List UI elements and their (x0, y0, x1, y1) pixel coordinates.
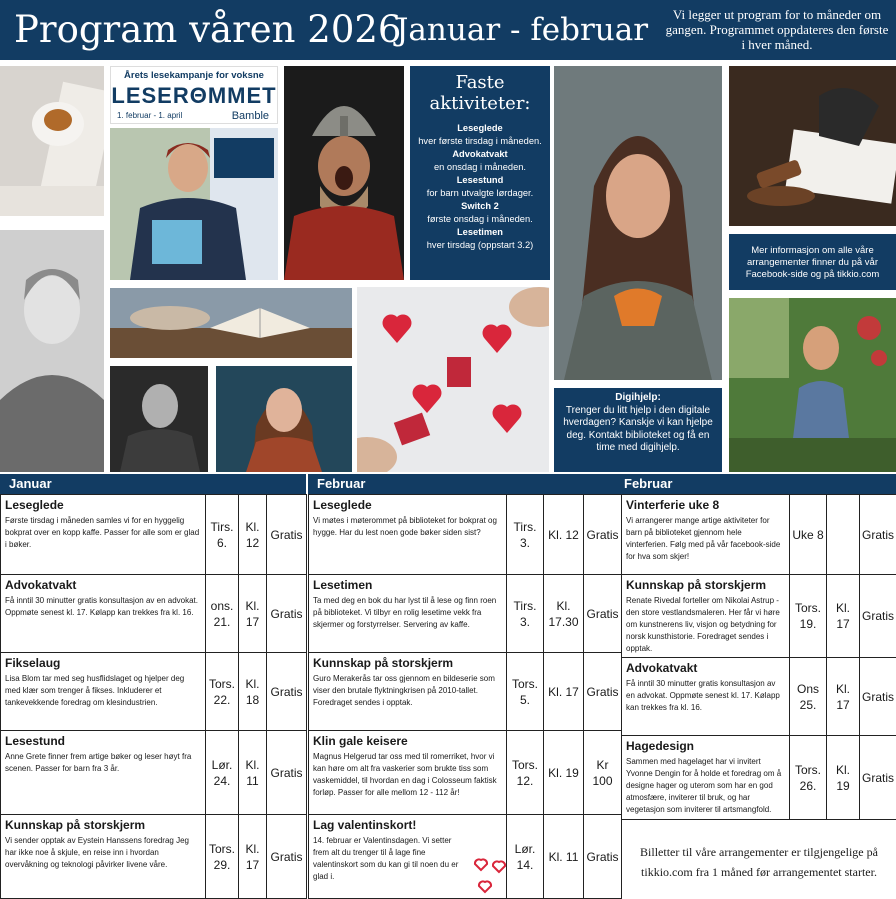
event-desc: Vi arrangerer mange artige aktiviteter for barn på biblioteket gjennom hele vinterferien. Følg med på vår facebook-side for hva som skjer! (626, 516, 781, 561)
event-price: Gratis (860, 575, 896, 658)
event-price: Gratis (860, 658, 896, 736)
event-price: Kr 100 (584, 731, 622, 815)
table-row (622, 495, 896, 575)
event-day: Tors. 12. (507, 731, 544, 815)
event-day: Tors. 29. (206, 815, 239, 899)
event-price: Gratis (584, 815, 622, 899)
woman-portrait-photo (0, 230, 104, 472)
table-row (622, 820, 896, 899)
event-price: Gratis (584, 495, 622, 575)
table-row (622, 736, 896, 820)
event-title: Vinterferie uke 8 (626, 498, 720, 512)
event-title: Hagedesign (626, 739, 695, 753)
table-row (309, 731, 622, 815)
table-row (1, 653, 307, 731)
event-desc: Guro Merakerås tar oss gjennom en bildeserie som viser den brutale flyktningkrisen på 2010-tallet. Foredraget sendes i opptak. (313, 674, 495, 707)
table-row (1, 495, 307, 575)
event-day: Uke 8 (790, 495, 827, 575)
event-title: Leseglede (5, 498, 64, 512)
event-time: Kl. 12 (544, 495, 584, 575)
leserommet-tagline: Årets lesekampanje for voksne (124, 70, 264, 81)
digihjelp-title: Digihjelp: (615, 392, 661, 403)
faste-item: Leseglede hver første tirsdag i måneden. (418, 123, 542, 146)
event-price: Gratis (267, 815, 307, 899)
viking-actor-photo (284, 66, 404, 280)
event-price: Gratis (860, 495, 896, 575)
event-day: Tirs. 6. (206, 495, 239, 575)
event-title: Advokatvakt (626, 661, 698, 675)
gavel-desk-photo (729, 66, 896, 226)
februar-table-1 (308, 494, 622, 899)
event-day: ons. 21. (206, 575, 239, 653)
table-row (1, 575, 307, 653)
event-day: Tirs. 3. (507, 495, 544, 575)
event-price: Gratis (267, 731, 307, 815)
event-title: Fikselaug (5, 656, 61, 670)
event-day: Lør. 24. (206, 731, 239, 815)
table-row (1, 731, 307, 815)
event-day: Tirs. 3. (507, 575, 544, 653)
woman-brown-hair-photo (216, 366, 352, 472)
event-day: Tors. 26. (790, 736, 827, 820)
event-day: Tors. 22. (206, 653, 239, 731)
table-row (309, 575, 622, 653)
event-desc: Første tirsdag i måneden samles vi for en hyggelig bokprat over en kopp kaffe. Passer for alle som er glad i bøker. (5, 516, 200, 549)
leserommet-logo: LESERΘMMET (111, 83, 277, 108)
event-time (827, 495, 860, 575)
page-title: Program våren 2026 (14, 8, 402, 51)
header-note: Vi legger ut program for to måneder om gangen. Programmet oppdateres den første i hver måned. (665, 7, 889, 52)
event-desc: Vi møtes i møterommet på biblioteket for bokprat og hygge. Har du lest noen gode bøker siden sist? (313, 516, 497, 537)
event-time: Kl. 17 (544, 653, 584, 731)
event-price: Gratis (584, 575, 622, 653)
event-time: Kl. 17 (239, 575, 267, 653)
event-time: Kl. 19 (827, 736, 860, 820)
event-title: Leseglede (313, 498, 372, 512)
col-heading-februar-1: Februar (308, 474, 621, 494)
event-desc: Lisa Blom tar med seg husflidslaget og hjelper deg med klær som trenger å fikses. Inkluderer et tankevekkende foredrag om klesindustrien. (5, 674, 185, 707)
leserommet-place: Bamble (231, 110, 269, 122)
table-row (309, 653, 622, 731)
event-title: Kunnskap på storskjerm (313, 656, 454, 670)
event-day: Ons 25. (790, 658, 827, 736)
event-title: Kunnskap på storskjerm (5, 818, 146, 832)
table-row (622, 658, 896, 736)
event-price: Gratis (860, 736, 896, 820)
event-time: Kl. 11 (239, 731, 267, 815)
event-desc: Få inntil 30 minutter gratis konsultasjon av en advokat. Oppmøte senest kl. 17. Kølapp kan trekkes fra kl. 16. (5, 596, 198, 617)
event-time: Kl. 18 (239, 653, 267, 731)
gardener-woman-photo (729, 298, 896, 472)
event-desc: Magnus Helgerud tar oss med til romerriket, hvor vi kan høre om alt fra vaskerier som brukte tiss som vaskemiddel, til hvordan en dag i Colosseum faktisk forløp. Passer for alle mellom 12 - 112 år! (313, 752, 497, 797)
event-desc: Sammen med hagelaget har vi invitert Yvonne Dengin for å holde et foredrag om å designe hager og uterom som har en god atmosfære, inviterer til bruk, og har vegetasjon som inviterer til artsmangfold. (626, 757, 782, 814)
info-box: Mer informasjon om alle våre arrangementer finner du på vår Facebook-side og på tikkio.com (729, 234, 896, 290)
table-row (309, 815, 622, 899)
digihjelp-box (554, 388, 722, 472)
event-time: Kl. 17.30 (544, 575, 584, 653)
event-price: Gratis (584, 653, 622, 731)
event-title: Advokatvakt (5, 578, 77, 592)
faste-item: Switch 2 første onsdag i måneden. (427, 201, 533, 224)
event-price: Gratis (267, 495, 307, 575)
valentine-crafts-photo (357, 287, 549, 472)
event-title: Kunnskap på storskjerm (626, 578, 767, 592)
leserommet-dates: 1. februar - 1. april (117, 111, 183, 120)
faste-heading: Faste aktiviteter: (429, 72, 531, 114)
faste-item: Lesetimen hver tirsdag (oppstart 3.2) (426, 227, 534, 250)
tickets-note: Billetter til våre arrangementer er tilgjengelige på tikkio.com fra 1 måned før arrangementet starter. (640, 844, 878, 879)
event-desc: Få inntil 30 minutter gratis konsultasjon av en advokat. Oppmøte senest kl. 17. Kølapp kan trekkes fra kl. 16. (626, 679, 780, 712)
woman-with-book-photo (110, 128, 278, 280)
woman-orange-jacket-photo (554, 66, 722, 380)
event-title: Klin gale keisere (313, 734, 408, 748)
event-time: Kl. 17 (827, 575, 860, 658)
event-time: Kl. 12 (239, 495, 267, 575)
faste-aktiviteter-box (410, 66, 550, 280)
table-row (309, 495, 622, 575)
event-day: Tors. 5. (507, 653, 544, 731)
event-time: Kl. 11 (544, 815, 584, 899)
col-heading-januar: Januar (0, 474, 306, 494)
faste-item: Lesestund for barn utvalgte lørdager. (426, 175, 534, 198)
event-title: Lesestund (5, 734, 66, 748)
event-time: Kl. 17 (239, 815, 267, 899)
event-price: Gratis (267, 575, 307, 653)
open-book-photo (110, 288, 352, 358)
event-title: Lag valentinskort! (313, 818, 417, 832)
hearts-icon (472, 858, 508, 894)
event-day: Lør. 14. (507, 815, 544, 899)
event-time: Kl. 19 (544, 731, 584, 815)
event-desc: Ta med deg en bok du har lyst til å lese og finn roen på biblioteket. Vi tilbyr en rolig lesetime vekk fra skjermer og forstyrrelser. Servering av kaffe. (313, 596, 497, 629)
col-heading-februar-2: Februar (616, 474, 896, 494)
event-day: Tors. 19. (790, 575, 827, 658)
event-price: Gratis (267, 653, 307, 731)
coffee-book-photo (0, 66, 104, 216)
leserommet-banner (110, 66, 278, 124)
event-time: Kl. 17 (827, 658, 860, 736)
digihjelp-text: Trenger du litt hjelp i den digitale hverdagen? Kanskje vi kan hjelpe deg. Kontakt biblioteket og få en time med digihjelp. (563, 404, 713, 453)
event-desc: Anne Grete finner frem artige bøker og leser høyt fra scenen. Passer for barn fra 3 år. (5, 752, 192, 773)
table-row (622, 575, 896, 658)
man-portrait-photo (110, 366, 208, 472)
event-desc: Vi sender opptak av Eystein Hanssens foredrag Jeg har ikke noe å skjule, en reise inn i hvordan overvåkning og teknologi påvirker livene våre. (5, 836, 189, 869)
page-months: Januar - februar (396, 12, 649, 48)
faste-item: Advokatvakt en onsdag i måneden. (433, 149, 526, 172)
januar-table (0, 494, 307, 899)
header-bar (0, 0, 896, 60)
event-desc: Renate Rivedal forteller om Nikolai Astrup - den store vestlandsmaleren. Her får vi høre om kunstnerens liv, visjon og betydning for norsk kunsthistorie. Foredraget sendes i opptak. (626, 596, 780, 653)
event-desc: 14. februar er Valentinsdagen. Vi setter frem alt du trenger til å lage fine valentinskort som du kan gi til noen du er glad i. (313, 836, 459, 881)
event-title: Lesetimen (313, 578, 373, 592)
table-row (1, 815, 307, 899)
februar-table-2 (621, 494, 896, 899)
